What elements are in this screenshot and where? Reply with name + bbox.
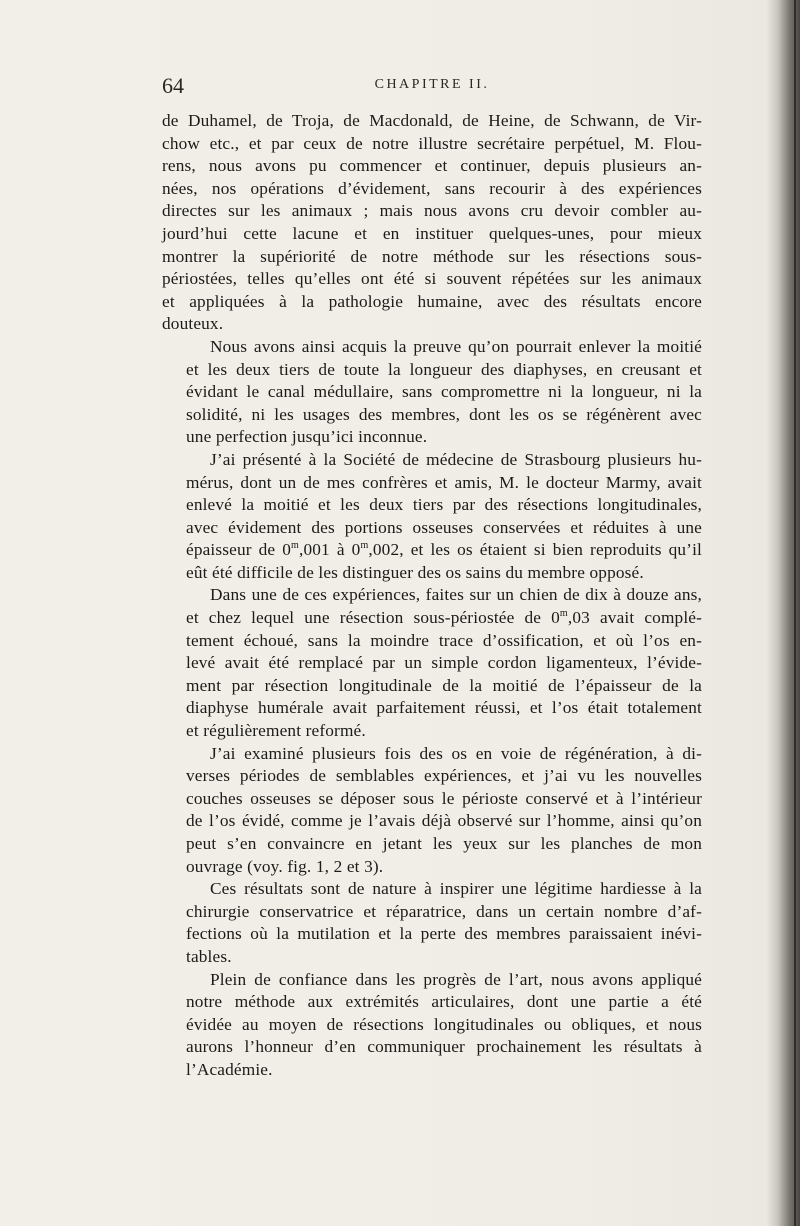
text-line: tement échoué, sans la moindre trace d’ossification, et où l’os en- (186, 630, 702, 650)
text-line: ment par résection longitudinale de la moitié de l’épaisseur de la (186, 675, 702, 695)
paragraph (162, 336, 702, 449)
paragraph (162, 584, 702, 742)
text-line: nées, nos opérations d’évidement, sans recourir à des expériences (162, 178, 702, 198)
paragraph (162, 743, 702, 879)
text-line: levé avait été remplacé par un simple cordon ligamenteux, l’évide- (186, 653, 702, 673)
text-line: de l’os évidé, comme je l’avais déjà observé sur l’homme, ainsi qu’on (186, 811, 702, 831)
text-line: aurons l’honneur d’en communiquer prochainement les résultats à (186, 1037, 702, 1057)
text-line: chow etc., et par ceux de notre illustre secrétaire perpétuel, M. Flou- (162, 133, 702, 153)
paragraph (162, 449, 702, 585)
text-line: jourd’hui cette lacune et en instituer quelques-unes, pour mieux (162, 223, 702, 243)
page-edge-line (794, 0, 796, 1226)
text-line: rens, nous avons pu commencer et continuer, depuis plusieurs an- (162, 156, 702, 176)
text-line: avec évidement des portions osseuses conservées et réduites à une (186, 517, 702, 537)
text-line: solidité, ni les usages des membres, dont les os se régénèrent avec (186, 404, 702, 424)
text-line: périostées, telles qu’elles ont été si souvent répétées sur les animaux (162, 269, 702, 289)
text-line: une perfection jusqu’ici inconnue. (186, 427, 428, 447)
page-number: 64 (162, 73, 184, 98)
text-line: couches osseuses se déposer sous le périoste conservé et à l’intérieur (186, 788, 702, 808)
paragraph (162, 878, 702, 968)
text-line: évidant le canal médullaire, sans compromettre ni la longueur, ni la (186, 382, 702, 402)
text-line: de Duhamel, de Troja, de Macdonald, de Heine, de Schwann, de Vir- (162, 111, 702, 130)
text-line: eût été difficile de les distinguer des os sains du membre opposé. (186, 562, 644, 582)
text-line: et les deux tiers de toute la longueur des diaphyses, en creusant et (186, 359, 702, 379)
text-line: fections où la mutilation et la perte des membres paraissaient inévi- (186, 924, 702, 944)
text-line: verses périodes de semblables expériences, et j’ai vu les nouvelles (186, 766, 702, 786)
text-line: peut s’en convaincre en jetant les yeux sur les planches de mon (186, 834, 702, 853)
text-line: Ces résultats sont de nature à inspirer une légitime hardiesse à la (210, 879, 702, 899)
text-line: et appliquées à la pathologie humaine, avec des résultats encore (162, 291, 702, 311)
text-line: chirurgie conservatrice et réparatrice, dans un certain nombre d’af- (186, 901, 702, 921)
page-header (162, 74, 702, 98)
text-line: l’Académie. (186, 1059, 273, 1079)
paragraph (162, 969, 702, 1082)
text-line: notre méthode aux extrémités articulaires, dont une partie a été (186, 992, 702, 1012)
text-line: montrer la supériorité de notre méthode sur les résections sous- (162, 246, 702, 266)
text-line: Plein de confiance dans les progrès de l’art, nous avons appliqué (210, 969, 702, 989)
text-line: Dans une de ces expériences, faites sur un chien de dix à douze ans, (210, 585, 702, 605)
text-line: J’ai présenté à la Société de médecine de Strasbourg plusieurs hu- (210, 449, 702, 469)
body-text (162, 110, 702, 1082)
text-line: ouvrage (voy. fig. 1, 2 et 3). (186, 856, 384, 876)
text-line: enlevé la moitié et les deux tiers par des résections longitudinales, (186, 495, 702, 515)
text-line: J’ai examiné plusieurs fois des os en voie de régénération, à di- (210, 743, 702, 763)
text-line: douteux. (162, 314, 224, 334)
text-line: épaisseur de 0$^m$,001 à 0$^m$,002, et les os étaient si bien reproduits qu’il (186, 540, 702, 560)
text-line: tables. (186, 946, 232, 966)
text-line: et chez lequel une résection sous-périostée de 0$^m$,03 avait complé- (186, 608, 703, 628)
text-line: diaphyse humérale avait parfaitement réussi, et l’os était totalement (186, 698, 702, 718)
text-line: et régulièrement reformé. (186, 721, 366, 741)
text-line: Nous avons ainsi acquis la preuve qu’on pourrait enlever la moitié (210, 336, 702, 356)
running-head: CHAPITRE II. (374, 77, 490, 92)
text-line: mérus, dont un de mes confrères et amis, M. le docteur Marmy, avait (186, 472, 702, 492)
text-line: directes sur les animaux ; mais nous avons cru devoir combler au- (162, 201, 702, 221)
text-line: évidée au moyen de résections longitudinales ou obliques, et nous (186, 1014, 702, 1034)
paragraph (162, 110, 702, 336)
